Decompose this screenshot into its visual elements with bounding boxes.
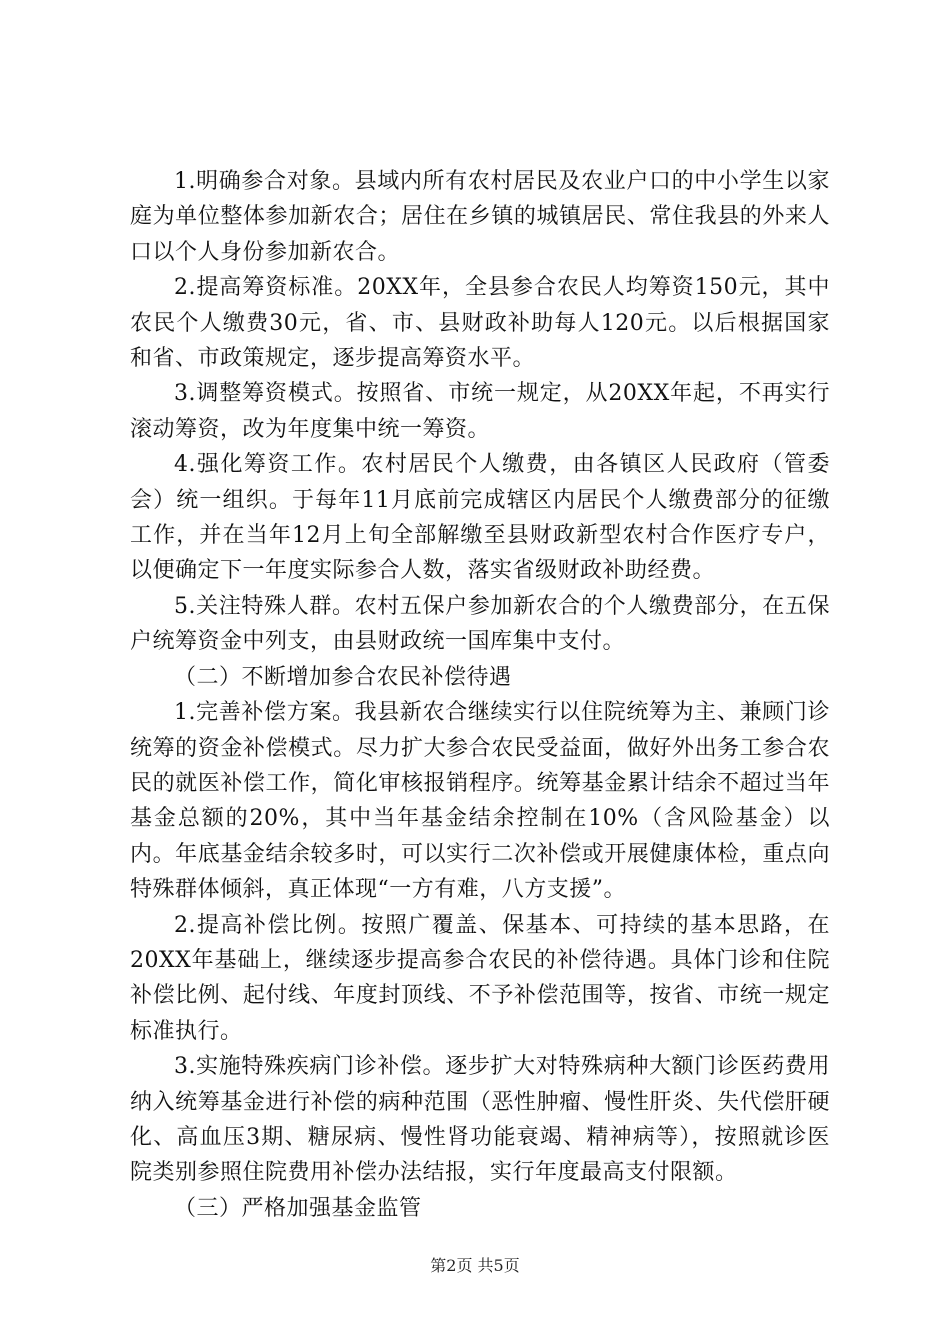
section-heading-fund-supervision: （三）严格加强基金监管 <box>174 1195 422 1221</box>
section-heading-compensation: （二）不断增加参合农民补偿待遇 <box>174 664 512 690</box>
page-number-footer: 第2页 共5页 <box>430 1256 520 1275</box>
paragraph-raise-compensation-ratio: 2.提高补偿比例。按照广覆盖、保基本、可持续的基本思路，在20XX年基础上，继续逐步提高参合农民的补偿待遇。具体门诊和住院补偿比例、起付线、年度封顶线、不予补偿范围等，按省、市统一规定标准执行。 <box>130 912 830 1044</box>
paragraph-improve-compensation-plan: 1.完善补偿方案。我县新农合继续实行以住院统筹为主、兼顾门诊统筹的资金补偿模式。尽力扩大参合农民受益面，做好外出务工参合农民的就医补偿工作，简化审核报销程序。统筹基金累计结余不超过当年基金总额的20%，其中当年基金结余控制在10%（含风险基金）以内。年底基金结余较多时，可以实行二次补偿或开展健康体检，重点向特殊群体倾斜，真正体现“一方有难，八方支援”。 <box>130 700 830 903</box>
document-body <box>130 164 830 1226</box>
paragraph-raise-funding-standard: 2.提高筹资标准。20XX年，全县参合农民人均筹资150元，其中农民个人缴费30元，省、市、县财政补助每人120元。以后根据国家和省、市政策规定，逐步提高筹资水平。 <box>130 275 830 372</box>
paragraph-clarify-participants: 1.明确参合对象。县域内所有农村居民及农业户口的中小学生以家庭为单位整体参加新农合；居住在乡镇的城镇居民、常住我县的外来人口以个人身份参加新农合。 <box>130 169 830 265</box>
paragraph-special-groups: 5.关注特殊人群。农村五保户参加新农合的个人缴费部分，在五保户统筹资金中列支，由县财政统一国库集中支付。 <box>130 593 830 655</box>
paragraph-adjust-funding-model: 3.调整筹资模式。按照省、市统一规定，从20XX年起，不再实行滚动筹资，改为年度集中统一筹资。 <box>130 381 830 442</box>
paragraph-special-disease-compensation: 3.实施特殊疾病门诊补偿。逐步扩大对特殊病种大额门诊医药费用纳入统筹基金进行补偿的病种范围（恶性肿瘤、慢性肝炎、失代偿肝硬化、高血压3期、糖尿病、慢性肾功能衰竭、精神病等），按照就诊医院类别参照住院费用补偿办法结报，实行年度最高支付限额。 <box>130 1054 830 1186</box>
paragraph-strengthen-funding-work: 4.强化筹资工作。农村居民个人缴费，由各镇区人民政府（管委会）统一组织。于每年11月底前完成辖区内居民个人缴费部分的征缴工作，并在当年12月上旬全部解缴至县财政新型农村合作医疗专户，以便确定下一年度实际参合人数，落实省级财政补助经费。 <box>130 452 830 584</box>
